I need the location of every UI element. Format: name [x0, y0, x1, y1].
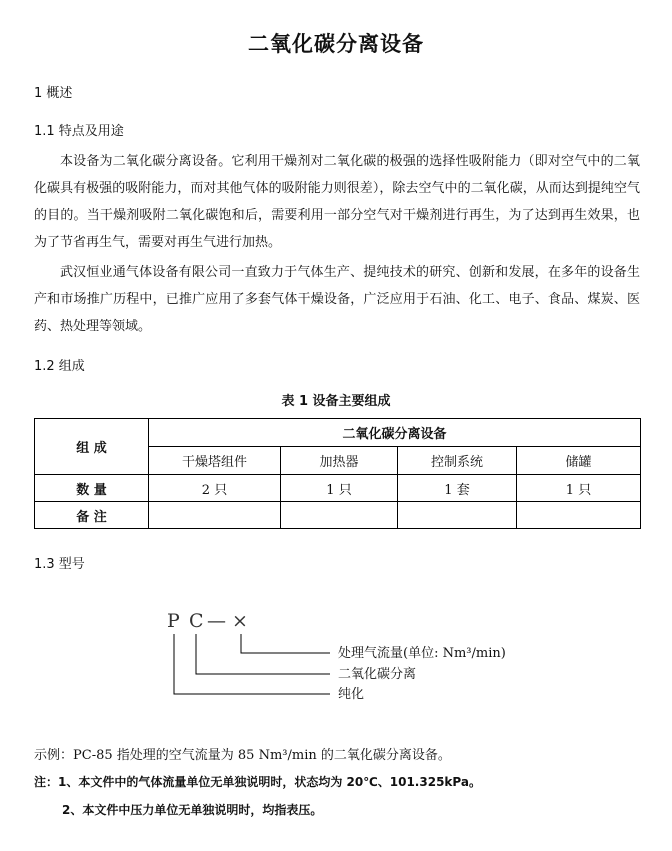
table-cell: 2 只 [149, 475, 281, 502]
group-header: 二氧化碳分离设备 [149, 419, 641, 447]
table-cell: 1 套 [398, 475, 517, 502]
section-heading-composition: 1.2 组成 [34, 359, 85, 374]
model-code-diagram [0, 600, 672, 710]
leader-lines [174, 634, 330, 694]
example-text: 示例：PC-85 指处理的空气流量为 85 Nm³/min 的二氧化碳分离设备。 [34, 748, 451, 763]
table-cell: 1 只 [281, 475, 398, 502]
row-header-composition: 组 成 [35, 419, 149, 475]
section-heading-model: 1.3 型号 [34, 557, 85, 572]
table-row [35, 502, 641, 529]
label-co2-separation: 二氧化碳分离 [338, 667, 417, 682]
table-row [35, 475, 641, 502]
code-x: × [232, 610, 248, 632]
column-header: 控制系统 [398, 447, 517, 475]
paragraph-company: 武汉恒业通气体设备有限公司一直致力于气体生产、提纯技术的研究、创新和发展，在多年的设备生产和市场推广历程中，已推广应用了多套气体干燥设备，广泛应用于石油、化工、电子、食品、煤炭、医药、热处理等领域。 [34, 265, 640, 334]
code-letter-p: P [167, 610, 180, 632]
row-header-remarks: 备 注 [35, 502, 149, 529]
column-header: 干燥塔组件 [149, 447, 281, 475]
row-header-quantity: 数 量 [35, 475, 149, 502]
table-cell: 1 只 [517, 475, 641, 502]
leader-line-pure [174, 634, 330, 694]
table-cell [281, 502, 398, 529]
section-heading-features: 1.1 特点及用途 [34, 124, 124, 139]
leader-line-co2 [196, 634, 330, 674]
column-header: 加热器 [281, 447, 398, 475]
table-cell [517, 502, 641, 529]
section-heading-overview: 1 概述 [34, 86, 73, 101]
paragraph-features: 本设备为二氧化碳分离设备。它利用干燥剂对二氧化碳的极强的选择性吸附能力（即对空气中的二氧化碳具有极强的吸附能力，而对其他气体的吸附能力则很差），除去空气中的二氧化碳，从而达到提纯空气的目的。当干燥剂吸附二氧化碳饱和后，需要利用一部分空气对干燥剂进行再生，为了达到再生效果，也为了节省再生气，需要对再生气进行加热。 [34, 154, 640, 250]
composition-table [34, 418, 641, 529]
label-flow: 处理气流量(单位: Nm³/min) [338, 646, 506, 661]
label-purification: 纯化 [338, 687, 365, 702]
code-letter-c: C [189, 610, 204, 632]
leader-line-flow [241, 634, 330, 653]
note-1: 注：1、本文件中的气体流量单位无单独说明时，状态均为 20℃、101.325kPa。 [34, 775, 481, 789]
document-title: 二氧化碳分离设备 [248, 32, 424, 56]
code-dash: — [207, 610, 226, 632]
table-cell [149, 502, 281, 529]
note-2: 2、本文件中压力单位无单独说明时，均指表压。 [62, 803, 323, 817]
table-row [35, 419, 641, 447]
table-cell [398, 502, 517, 529]
table-caption: 表 1 设备主要组成 [281, 394, 391, 409]
column-header: 储罐 [517, 447, 641, 475]
